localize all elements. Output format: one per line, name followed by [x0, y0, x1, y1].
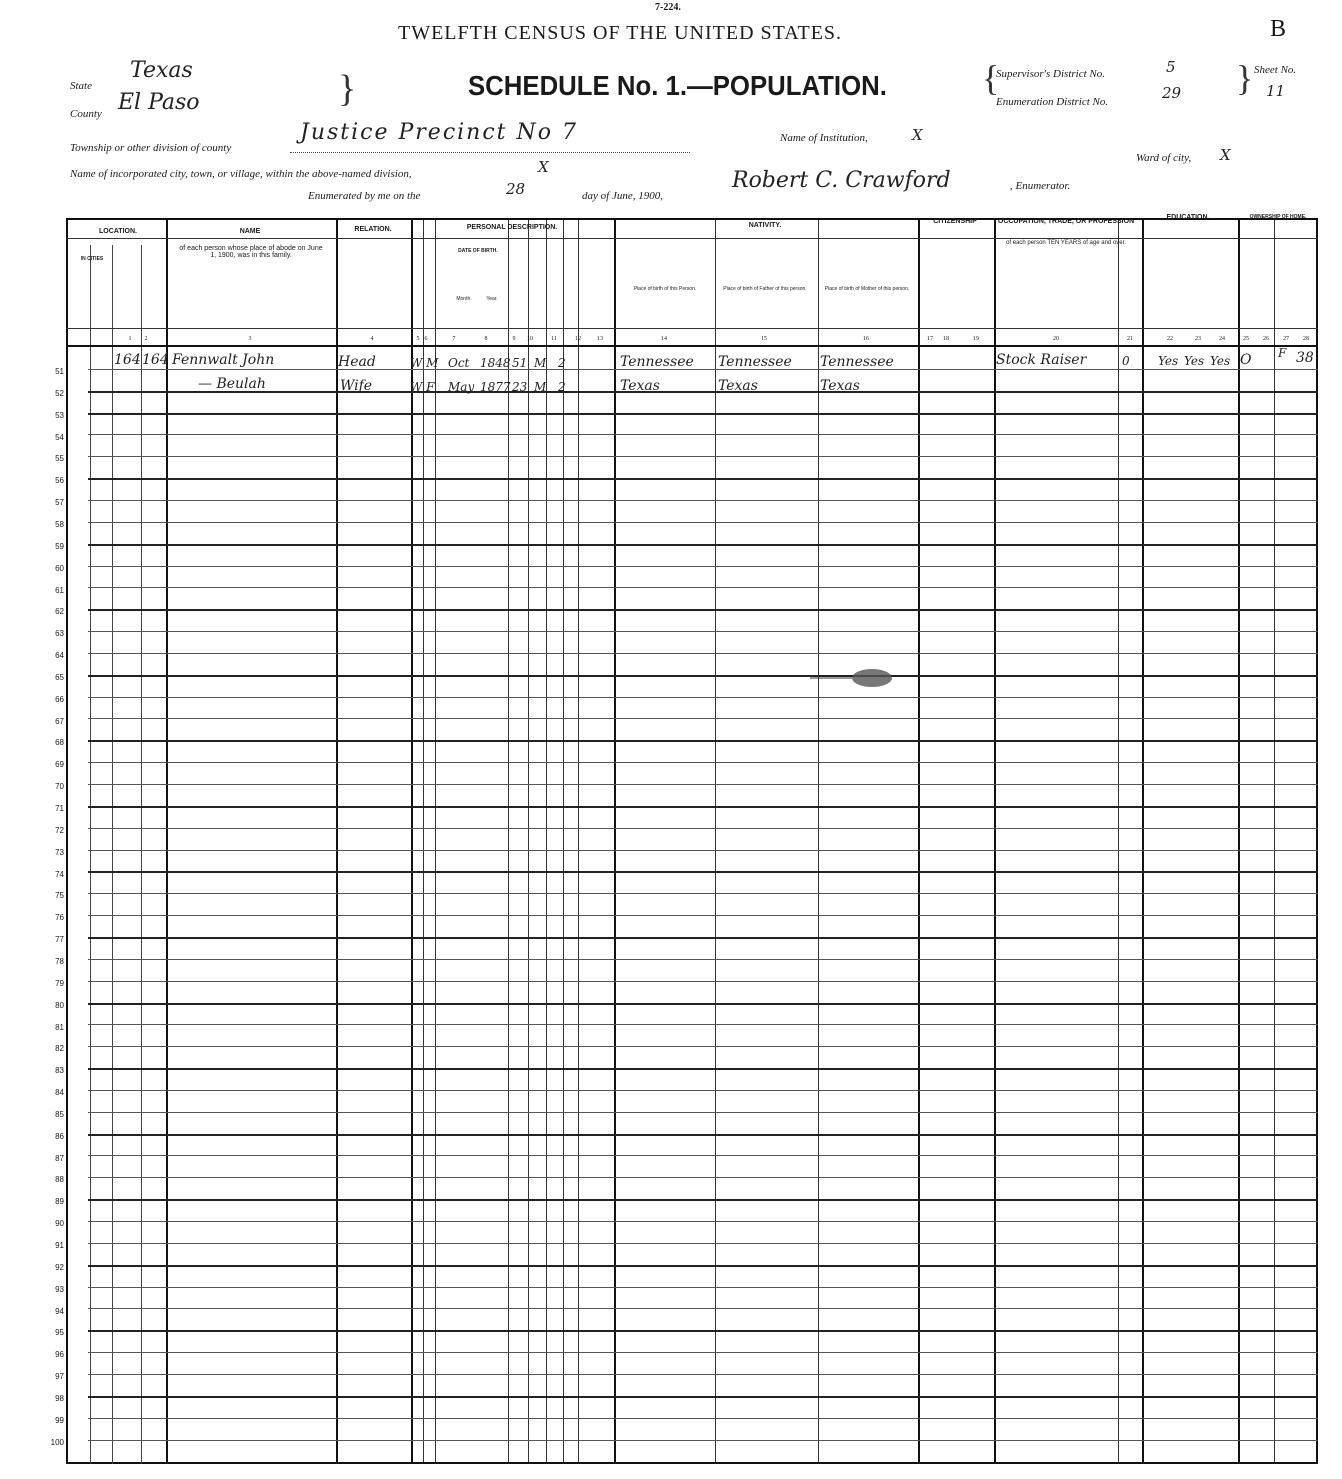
column-number: 2	[144, 336, 148, 342]
location-heading: LOCATION.	[99, 228, 137, 235]
census-title: TWELFTH CENSUS OF THE UNITED STATES.	[398, 22, 843, 44]
row-line	[88, 1068, 1318, 1070]
row-number: 58	[55, 519, 64, 529]
row-line	[88, 1177, 1318, 1178]
row-line	[88, 1134, 1318, 1136]
row-number: 64	[55, 651, 64, 661]
col-divider	[166, 220, 168, 1462]
state-value: Texas	[130, 58, 193, 83]
row-line	[88, 1243, 1318, 1244]
row-number: 69	[55, 760, 64, 770]
row-line	[88, 762, 1318, 763]
row-number: 85	[55, 1109, 64, 1119]
date-of-birth-heading: DATE OF BIRTH.	[458, 248, 498, 254]
col-divider	[994, 220, 996, 1462]
row-number: 90	[55, 1219, 64, 1229]
birth-month: May	[448, 380, 475, 394]
row-line	[88, 850, 1318, 851]
age-value: 51	[512, 356, 528, 370]
column-number: 28	[1303, 336, 1309, 342]
state-label: State	[70, 80, 92, 92]
city-label: Name of incorporated city, town, or village, within the above-named division,	[70, 168, 412, 180]
row-number: 84	[55, 1088, 64, 1098]
row-number: 53	[55, 410, 64, 420]
row-number: 71	[55, 804, 64, 813]
column-number: 23	[1195, 336, 1201, 342]
col-divider	[508, 220, 509, 1462]
row-line	[88, 1221, 1318, 1222]
relation-value: Head	[338, 354, 376, 370]
row-number: 87	[55, 1153, 64, 1163]
row-number: 72	[55, 825, 64, 835]
column-number: 12	[575, 336, 581, 342]
birthplace: Tennessee	[620, 354, 694, 370]
col-divider	[1238, 220, 1240, 1462]
row-line	[88, 456, 1318, 457]
birth-year: 1848	[480, 356, 511, 370]
row-number: 95	[55, 1328, 64, 1338]
occupation-value: Stock Raiser	[996, 352, 1087, 368]
column-number: 1	[128, 336, 132, 342]
column-number: 6	[424, 336, 428, 342]
ownership-heading: OWNERSHIP OF HOME.	[1249, 214, 1307, 220]
col-divider	[1142, 220, 1144, 1462]
nativity-15-heading: Place of birth of Mother of this person.	[824, 286, 910, 292]
citizenship-heading: CITIZENSHIP	[933, 218, 977, 225]
name-heading: NAME	[239, 228, 261, 235]
column-number: 27	[1283, 336, 1289, 342]
township-underline	[290, 152, 690, 153]
row-line	[88, 959, 1318, 960]
row-number: 61	[55, 585, 64, 595]
col-divider	[614, 220, 616, 1462]
enumerator-name: Robert C. Crawford	[732, 168, 951, 193]
row-number: 93	[55, 1284, 64, 1294]
year-heading: Year.	[486, 296, 498, 302]
enumerated-label: Enumerated by me on the	[308, 190, 421, 202]
column-number: 7	[452, 336, 456, 342]
column-number: 5	[416, 336, 420, 342]
years-married: 2	[558, 380, 566, 394]
row-line	[88, 718, 1318, 719]
column-number: 3	[248, 336, 252, 342]
row-number: 70	[55, 782, 64, 792]
row-line	[88, 784, 1318, 785]
col-divider	[336, 220, 338, 1462]
row-number: 89	[55, 1197, 64, 1207]
row-number: 83	[55, 1066, 64, 1076]
nativity-13-heading: Place of birth of this Person.	[633, 286, 697, 292]
row-number: 65	[55, 672, 64, 682]
row-line	[88, 1112, 1318, 1113]
township-label: Township or other division of county	[70, 142, 232, 154]
row-line	[88, 1090, 1318, 1091]
supervisor-value: 5	[1166, 58, 1176, 76]
row-line	[88, 806, 1318, 808]
row-line	[88, 937, 1318, 939]
row-line	[88, 697, 1318, 698]
person-name: Fennwalt John	[172, 352, 275, 368]
column-number: 8	[484, 336, 488, 342]
row-line	[88, 566, 1318, 567]
nativity-14-heading: Place of birth of Father of this person.	[723, 286, 807, 292]
can-write: Yes	[1184, 354, 1205, 368]
row-number: 66	[55, 694, 64, 704]
row-number: 80	[55, 1000, 64, 1010]
county-label: County	[70, 108, 102, 120]
col-divider	[818, 220, 819, 1462]
column-number: 18	[943, 336, 949, 342]
row-line	[88, 631, 1318, 632]
column-number: 4	[370, 336, 374, 342]
age-value: 23	[512, 380, 528, 394]
col-divider	[918, 220, 920, 1462]
col-divider-dwelling	[141, 245, 142, 1464]
column-number: 20	[1053, 336, 1059, 342]
header-rule	[66, 328, 1318, 329]
header-brace: }	[338, 68, 357, 110]
column-number: 21	[1127, 336, 1133, 342]
ink-blot	[808, 666, 894, 692]
sheet-no-value: 11	[1266, 82, 1286, 100]
row-line	[88, 522, 1318, 523]
population-table	[66, 218, 1318, 1464]
row-line	[88, 653, 1318, 654]
farm-schedule-number: 38	[1296, 350, 1314, 366]
schedule-title: SCHEDULE No. 1.—POPULATION.	[468, 70, 887, 101]
row-number: 98	[55, 1393, 64, 1403]
row-number: 74	[55, 869, 64, 879]
name-description: of each person whose place of abode on June 1, 1900, was in this family.	[179, 245, 323, 259]
row-number: 57	[55, 498, 64, 508]
row-line	[88, 740, 1318, 742]
color-sex: W F	[410, 380, 435, 394]
father-birthplace: Texas	[718, 378, 758, 394]
home-owned: O	[1240, 352, 1252, 368]
dwelling-number: 164	[114, 352, 141, 368]
column-number: 24	[1219, 336, 1225, 342]
column-number: 25	[1243, 336, 1249, 342]
can-read: Yes	[1158, 354, 1179, 368]
header-rule	[66, 238, 1318, 239]
column-number: 14	[661, 336, 667, 342]
occupation-description: of each person TEN YEARS of age and over.	[1006, 240, 1126, 246]
city-value: X	[538, 158, 549, 176]
column-number: 22	[1167, 336, 1173, 342]
relation-value: Wife	[340, 378, 373, 394]
row-number: 73	[55, 847, 64, 857]
col-divider	[563, 220, 564, 1462]
occupation-heading: OCCUPATION, TRADE, OR PROFESSION	[997, 218, 1135, 225]
row-number: 60	[55, 563, 64, 573]
row-number: 92	[55, 1262, 64, 1272]
birth-month: Oct	[448, 356, 470, 370]
row-line	[88, 1352, 1318, 1353]
column-number: 9	[512, 336, 516, 342]
col-divider	[578, 220, 579, 1462]
row-line	[88, 609, 1318, 611]
row-number: 62	[55, 607, 64, 617]
years-married: 2	[558, 356, 566, 370]
marital-status: M	[534, 380, 547, 394]
personal-heading: PERSONAL DESCRIPTION.	[466, 224, 558, 231]
row-line	[88, 1265, 1318, 1267]
row-line	[88, 675, 1318, 677]
row-line	[88, 1003, 1318, 1005]
education-heading: EDUCATION.	[1166, 214, 1210, 221]
row-line	[88, 1199, 1318, 1201]
speaks-english: Yes	[1210, 354, 1231, 368]
row-number: 100	[50, 1437, 64, 1447]
ward-value: X	[1220, 146, 1231, 164]
row-line	[88, 478, 1318, 480]
col-divider	[715, 220, 716, 1462]
month-heading: Month.	[456, 296, 472, 302]
column-number: 16	[863, 336, 869, 342]
column-number: 19	[973, 336, 979, 342]
father-birthplace: Tennessee	[718, 354, 792, 370]
row-number: 97	[55, 1372, 64, 1382]
row-line	[88, 544, 1318, 546]
day-label: day of June, 1900,	[582, 190, 663, 202]
sheet-letter: B	[1270, 16, 1287, 42]
marital-status: M	[534, 356, 547, 370]
row-line	[88, 1308, 1318, 1309]
row-line	[88, 1155, 1318, 1156]
row-line	[88, 1374, 1318, 1375]
row-line	[88, 500, 1318, 501]
col-divider	[546, 220, 547, 1462]
col-divider-house	[112, 245, 113, 1464]
column-number: 13	[597, 336, 603, 342]
row-line	[88, 391, 1318, 393]
row-line	[88, 1440, 1318, 1441]
row-number: 56	[55, 476, 64, 486]
form-code: 7-224.	[655, 2, 681, 13]
header-rule	[66, 345, 1318, 347]
row-line	[88, 434, 1318, 435]
institution-label: Name of Institution,	[780, 132, 868, 144]
district-brace-right: }	[1236, 58, 1254, 98]
row-line	[88, 1330, 1318, 1332]
row-number: 82	[55, 1044, 64, 1054]
column-number: 10	[527, 336, 533, 342]
township-value: Justice Precinct No 7	[300, 120, 578, 145]
row-number: 63	[55, 629, 64, 639]
row-number: 76	[55, 913, 64, 923]
in-cities-heading: IN CITIES	[80, 256, 104, 262]
row-line	[88, 828, 1318, 829]
row-line	[88, 893, 1318, 894]
district-brace-left: {	[982, 58, 1000, 98]
enumeration-label: Enumeration District No.	[996, 96, 1109, 108]
row-line	[88, 1024, 1318, 1025]
enumerated-day: 28	[506, 180, 526, 198]
row-number: 99	[55, 1415, 64, 1425]
relation-heading: RELATION.	[354, 226, 392, 233]
row-number: 75	[55, 891, 64, 901]
row-number: 51	[55, 367, 64, 376]
row-number: 68	[55, 738, 64, 748]
ward-label: Ward of city,	[1136, 152, 1192, 164]
person-name: — Beulah	[198, 376, 266, 392]
birthplace: Texas	[620, 378, 660, 394]
row-number: 78	[55, 956, 64, 966]
row-number: 96	[55, 1350, 64, 1360]
mother-birthplace: Texas	[820, 378, 860, 394]
row-line	[88, 1396, 1318, 1398]
column-number: 17	[927, 336, 933, 342]
col-divider	[1274, 220, 1275, 1462]
row-line	[88, 1287, 1318, 1288]
row-number: 94	[55, 1306, 64, 1316]
col-divider	[528, 220, 529, 1462]
row-number: 86	[55, 1131, 64, 1141]
row-number: 91	[55, 1241, 64, 1250]
col-divider	[411, 220, 413, 1462]
nativity-heading: NATIVITY.	[748, 222, 782, 229]
free-mortgaged: F	[1278, 346, 1287, 360]
col-divider	[435, 220, 436, 1462]
row-number: 59	[55, 541, 64, 551]
row-number: 79	[55, 978, 64, 988]
row-number: 81	[55, 1022, 64, 1032]
col-divider	[1118, 220, 1119, 1462]
row-line	[88, 1418, 1318, 1419]
mother-birthplace: Tennessee	[820, 354, 894, 370]
row-line	[88, 587, 1318, 588]
family-number: 164	[142, 352, 169, 368]
col-divider-street	[90, 245, 91, 1464]
sheet-no-label: Sheet No.	[1254, 64, 1297, 76]
column-number: 15	[761, 336, 767, 342]
row-number: 52	[55, 388, 64, 398]
enumeration-value: 29	[1162, 84, 1182, 102]
county-value: El Paso	[118, 90, 200, 115]
row-line	[88, 871, 1318, 873]
col-divider	[423, 220, 424, 1462]
row-number: 88	[55, 1175, 64, 1185]
supervisor-label: Supervisor's District No.	[996, 68, 1105, 80]
row-line	[88, 1046, 1318, 1047]
row-number: 67	[55, 716, 64, 726]
column-number: 11	[551, 336, 557, 342]
column-number: 26	[1263, 336, 1269, 342]
months-unemployed: 0	[1122, 354, 1130, 368]
row-number: 77	[55, 935, 64, 945]
color-sex: W M	[410, 356, 439, 370]
birth-year: 1877	[480, 380, 511, 394]
row-line	[88, 413, 1318, 415]
row-number: 54	[55, 432, 64, 442]
row-line	[88, 369, 1318, 370]
enumerator-label: , Enumerator.	[1010, 180, 1071, 192]
row-number: 55	[55, 454, 64, 464]
row-line	[88, 915, 1318, 916]
institution-value: X	[912, 126, 923, 144]
row-line	[88, 981, 1318, 982]
